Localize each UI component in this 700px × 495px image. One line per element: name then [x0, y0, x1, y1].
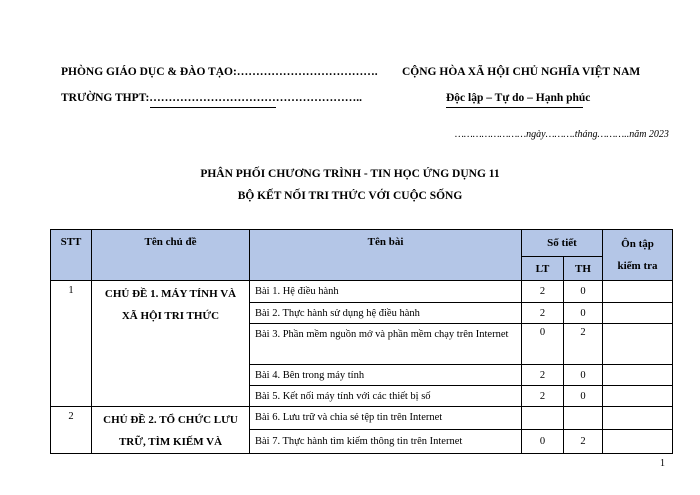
- topic-cell: [92, 407, 250, 454]
- date-line: ……………………ngày……….tháng………..năm 2023: [455, 129, 669, 140]
- lesson-cell: Bài 6. Lưu trữ và chia sẻ tệp tin trên Internet: [250, 407, 522, 430]
- header-lesson: Tên bài: [250, 230, 522, 281]
- topic-line: CHỦ ĐỀ 1. MÁY TÍNH VÀ: [104, 288, 237, 300]
- review-cell: [603, 281, 673, 303]
- topic-line: TRỮ, TÌM KIẾM VÀ: [118, 436, 223, 448]
- school-underline: [150, 107, 276, 108]
- th-cell: 0: [564, 303, 603, 324]
- stt-cell: 2: [51, 407, 92, 454]
- lt-cell: 2: [522, 281, 564, 303]
- header-review-line2: kiểm tra: [617, 260, 658, 272]
- th-cell: [564, 407, 603, 430]
- stt-cell: 1: [51, 281, 92, 407]
- topic-line: CHỦ ĐỀ 2. TỔ CHỨC LƯU: [103, 414, 238, 426]
- lesson-cell: Bài 1. Hệ điều hành: [250, 281, 522, 303]
- review-cell: [603, 324, 673, 365]
- table-row: [51, 281, 673, 303]
- motto-underline: [446, 107, 583, 108]
- review-cell: [603, 303, 673, 324]
- curriculum-table: [50, 229, 673, 454]
- lt-cell: 0: [522, 324, 564, 365]
- table-row: [51, 407, 673, 430]
- topic-line: XÃ HỘI TRI THỨC: [121, 310, 220, 322]
- header-th: TH: [564, 257, 603, 281]
- th-cell: 2: [564, 429, 603, 453]
- header-lt: LT: [522, 257, 564, 281]
- review-cell: [603, 429, 673, 453]
- review-cell: [603, 365, 673, 386]
- th-cell: 0: [564, 281, 603, 303]
- lesson-cell: Bài 4. Bên trong máy tính: [250, 365, 522, 386]
- lt-cell: 2: [522, 303, 564, 324]
- header-review-line1: Ôn tập: [621, 238, 654, 250]
- header-stt: STT: [51, 230, 92, 281]
- review-cell: [603, 386, 673, 407]
- document-title: PHÂN PHỐI CHƯƠNG TRÌNH - TIN HỌC ỨNG DỤNG 11: [200, 168, 500, 180]
- page-number: 1: [660, 458, 665, 469]
- review-cell: [603, 407, 673, 430]
- lt-cell: 0: [522, 429, 564, 453]
- country-name: CỘNG HÒA XÃ HỘI CHỦ NGHĨA VIỆT NAM: [402, 66, 641, 78]
- motto: Độc lập – Tự do – Hạnh phúc: [446, 92, 591, 104]
- lesson-cell: Bài 2. Thực hành sử dụng hệ điều hành: [250, 303, 522, 324]
- lesson-cell: Bài 3. Phần mềm nguồn mở và phần mềm chạy trên Internet: [250, 324, 522, 365]
- department-label: PHÒNG GIÁO DỤC & ĐÀO TẠO:……………………………….: [61, 66, 378, 78]
- topic-cell: [92, 281, 250, 407]
- school-label: TRƯỜNG THPT:………………………………………………..: [61, 92, 363, 104]
- th-cell: 2: [564, 324, 603, 365]
- header-periods: Số tiết: [522, 230, 603, 257]
- lesson-cell: Bài 5. Kết nối máy tính với các thiết bị số: [250, 386, 522, 407]
- lt-cell: 2: [522, 386, 564, 407]
- th-cell: 0: [564, 386, 603, 407]
- document-subtitle: BỘ KẾT NỐI TRI THỨC VỚI CUỘC SỐNG: [237, 190, 463, 202]
- header-review: [603, 230, 673, 281]
- lt-cell: 2: [522, 365, 564, 386]
- th-cell: 0: [564, 365, 603, 386]
- header-topic: Tên chủ đề: [92, 230, 250, 281]
- lt-cell: [522, 407, 564, 430]
- table-header-row: [51, 230, 673, 257]
- lesson-cell: Bài 7. Thực hành tìm kiếm thông tin trên Internet: [250, 429, 522, 453]
